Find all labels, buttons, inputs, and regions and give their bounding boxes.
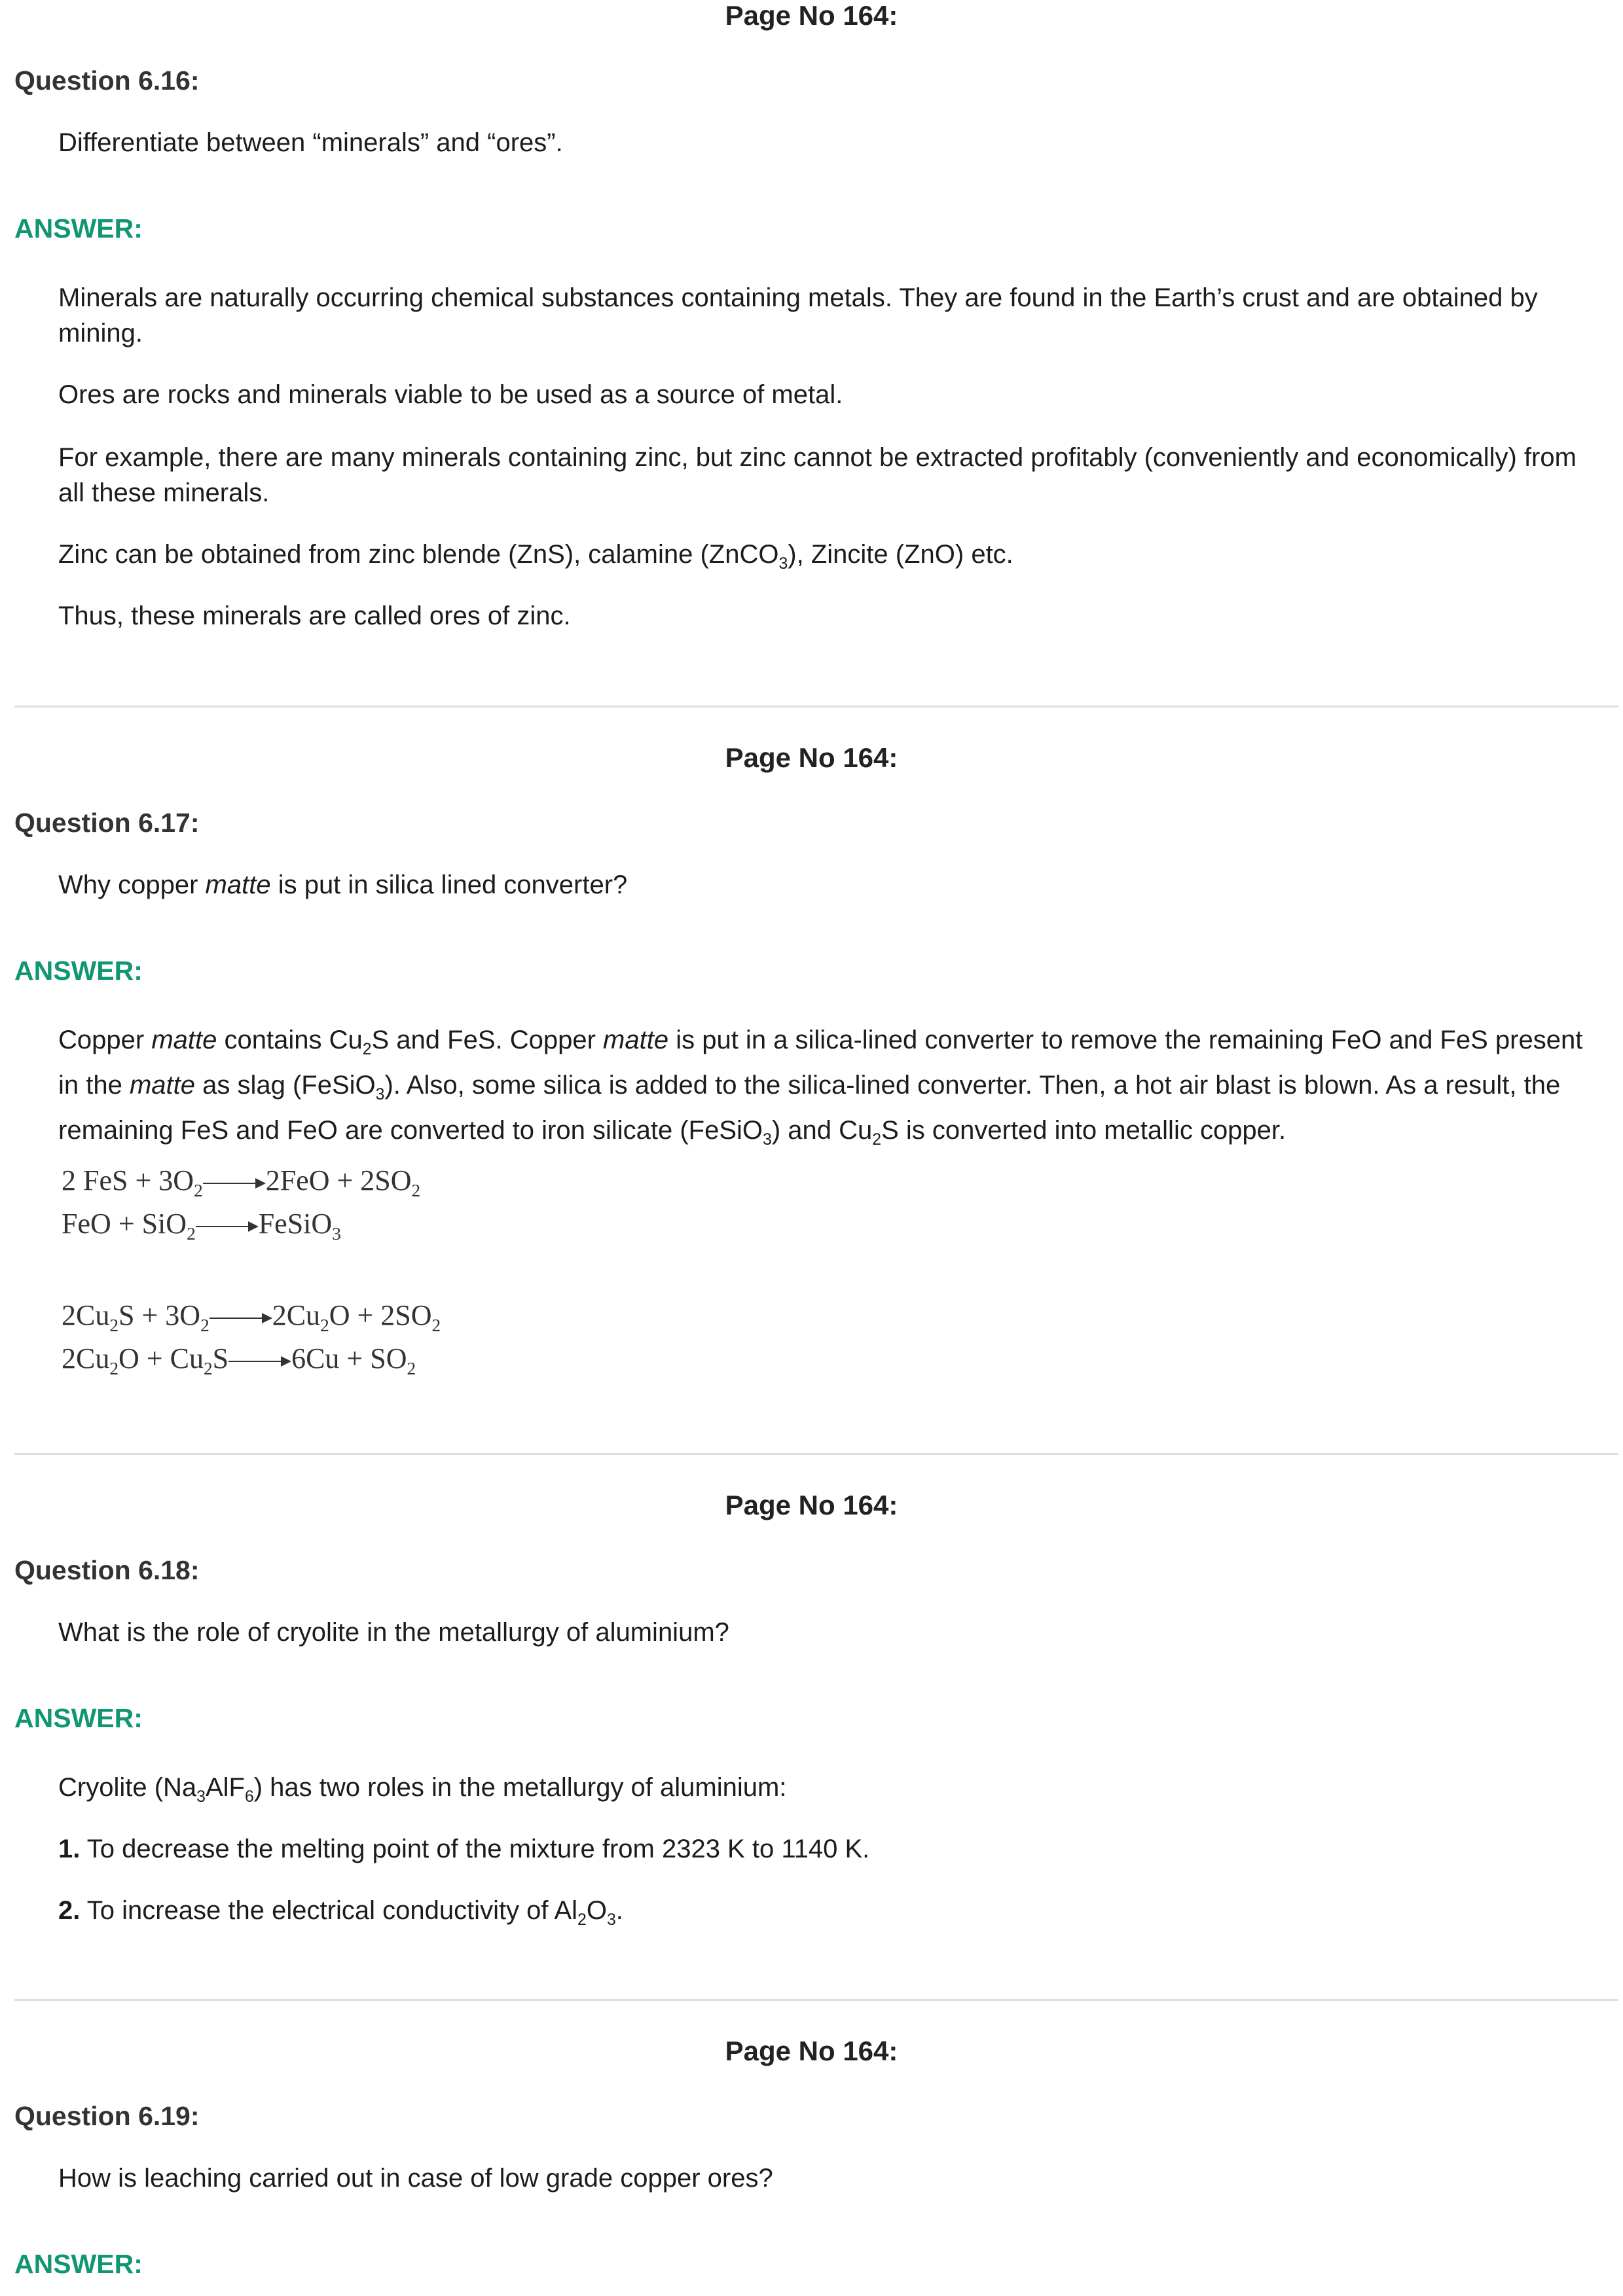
page-number: Page No 164: xyxy=(725,0,898,31)
answer-paragraph: Cryolite $(Na_3AlF_6)$ has two roles in the metallurgy of aluminium: xyxy=(58,1773,787,1806)
chemical-equation: $2Cu_2O + Cu_2S$ $6Cu + SO_2$ xyxy=(62,1342,416,1378)
page-number: Page No 164: xyxy=(725,742,898,773)
section-divider xyxy=(14,1999,1618,2001)
question-title: Question 6.19: xyxy=(14,2101,200,2131)
question-title: Question 6.18: xyxy=(14,1555,200,1585)
question-text: Differentiate between “minerals” and “ores”. xyxy=(58,128,563,157)
answer-paragraph: Minerals are naturally occurring chemical substances containing metals. They are found in the Earth’s crust and are obtained by mining. xyxy=(58,283,1538,348)
answer-paragraph: Thus, these minerals are called ores of zinc. xyxy=(58,601,571,630)
answer-paragraph: For example, there are many minerals containing zinc, but zinc cannot be extracted profitably (conveniently and economically) from all these minerals. xyxy=(58,443,1577,507)
answer-paragraph: Ores are rocks and minerals viable to be used as a source of metal. xyxy=(58,380,843,409)
section-divider xyxy=(14,706,1618,708)
chemical-equation: 2 FeS + $3O_2$ $2FeO + 2SO_2$ xyxy=(62,1164,421,1200)
page-number: Page No 164: xyxy=(725,2036,898,2066)
question-title: Question 6.16: xyxy=(14,65,200,96)
question-text: Why copper matte is put in silica lined converter? xyxy=(58,870,628,899)
chemical-equation: $2Cu_2S + 3O_2$ $2Cu_2O + 2SO_2$ xyxy=(62,1299,441,1335)
answer-paragraph: Zinc can be obtained from zinc blende (ZnS), calamine (ZnCO$_3$), Zincite (ZnO) etc. xyxy=(58,540,1013,573)
question-text: What is the role of cryolite in the metallurgy of aluminium? xyxy=(58,1618,729,1647)
answer-label: ANSWER: xyxy=(14,956,143,986)
section-divider xyxy=(14,1453,1618,1455)
reaction-arrow-icon xyxy=(203,1177,266,1190)
question-text: How is leaching carried out in case of low grade copper ores? xyxy=(58,2164,773,2193)
reaction-arrow-icon xyxy=(228,1355,291,1368)
chemical-equation: FeO + SiO$_2$ FeSiO$_3$ xyxy=(62,1208,341,1244)
answer-label: ANSWER: xyxy=(14,213,143,243)
reaction-arrow-icon xyxy=(196,1220,259,1233)
answer-label: ANSWER: xyxy=(14,2249,143,2279)
page-number: Page No 164: xyxy=(725,1490,898,1520)
reaction-arrow-icon xyxy=(210,1312,272,1325)
answer-list-item: 1. To decrease the melting point of the mixture from 2323 K to 1140 K. xyxy=(58,1835,870,1863)
answer-paragraph: Copper matte contains $Cu_2S$ and FeS. Copper matte is put in a silica-lined converter to remove the remaining FeO and FeS present in the matte as slag (FeSiO$_3$). Also, some silica is added to the silica-lined converter. Then, a hot air blast is blown. As a result, the remaining FeS and FeO are converted to iron silicate (FeSiO$_3$) and $Cu_2S$ is converted into metallic copper. xyxy=(58,1026,1583,1149)
answer-label: ANSWER: xyxy=(14,1703,143,1733)
answer-list-item: 2. To increase the electrical conductivity of $Al_2O_3$. xyxy=(58,1896,623,1929)
question-title: Question 6.17: xyxy=(14,808,200,838)
